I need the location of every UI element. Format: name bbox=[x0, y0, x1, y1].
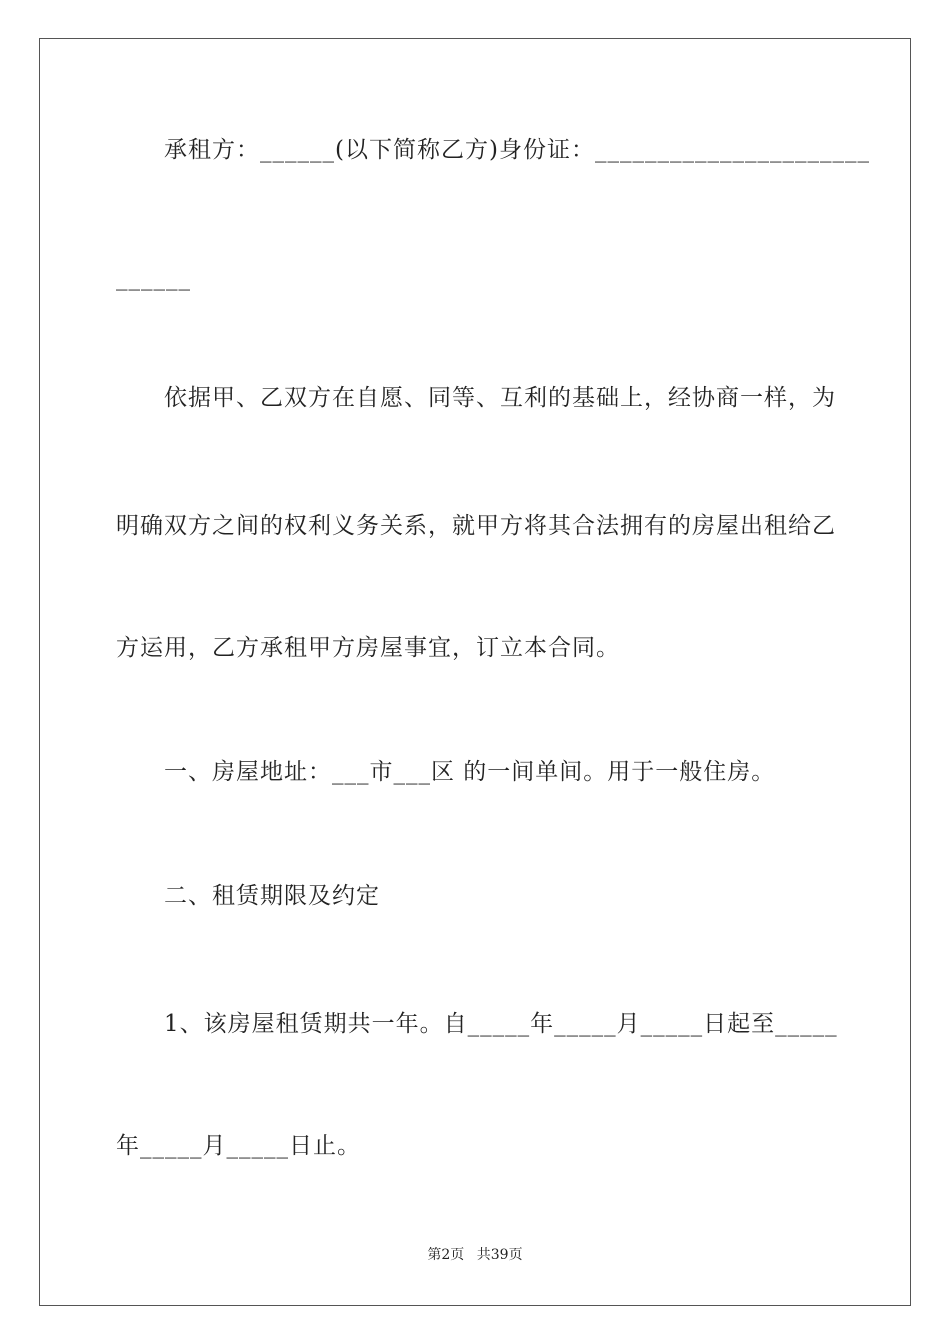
clause-2-heading: 二、租赁期限及约定 bbox=[164, 883, 380, 909]
page-frame bbox=[39, 38, 911, 1306]
page-footer bbox=[0, 1246, 950, 1264]
preamble-line-1: 依据甲、乙双方在自愿、同等、互利的基础上，经协商一样，为 bbox=[164, 385, 836, 411]
tenant-id-continuation: ______ bbox=[116, 265, 191, 291]
tenant-line: 承租方：______(以下简称乙方)身份证：______________________ bbox=[164, 137, 870, 163]
clause-2-item-1-line-1: 1、该房屋租赁期共一年。自_____年_____月_____日起至_____ bbox=[164, 1011, 838, 1037]
clause-1-address: 一、房屋地址：___市___区 的一间单间。用于一般住房。 bbox=[164, 759, 776, 785]
page-total: 共39页 bbox=[476, 1247, 523, 1263]
preamble-line-3: 方运用，乙方承租甲方房屋事宜，订立本合同。 bbox=[116, 635, 620, 661]
clause-2-item-1-line-2: 年_____月_____日止。 bbox=[116, 1133, 361, 1159]
page-number: 第2页 bbox=[427, 1247, 465, 1263]
preamble-line-2: 明确双方之间的权利义务关系，就甲方将其合法拥有的房屋出租给乙 bbox=[116, 513, 836, 539]
